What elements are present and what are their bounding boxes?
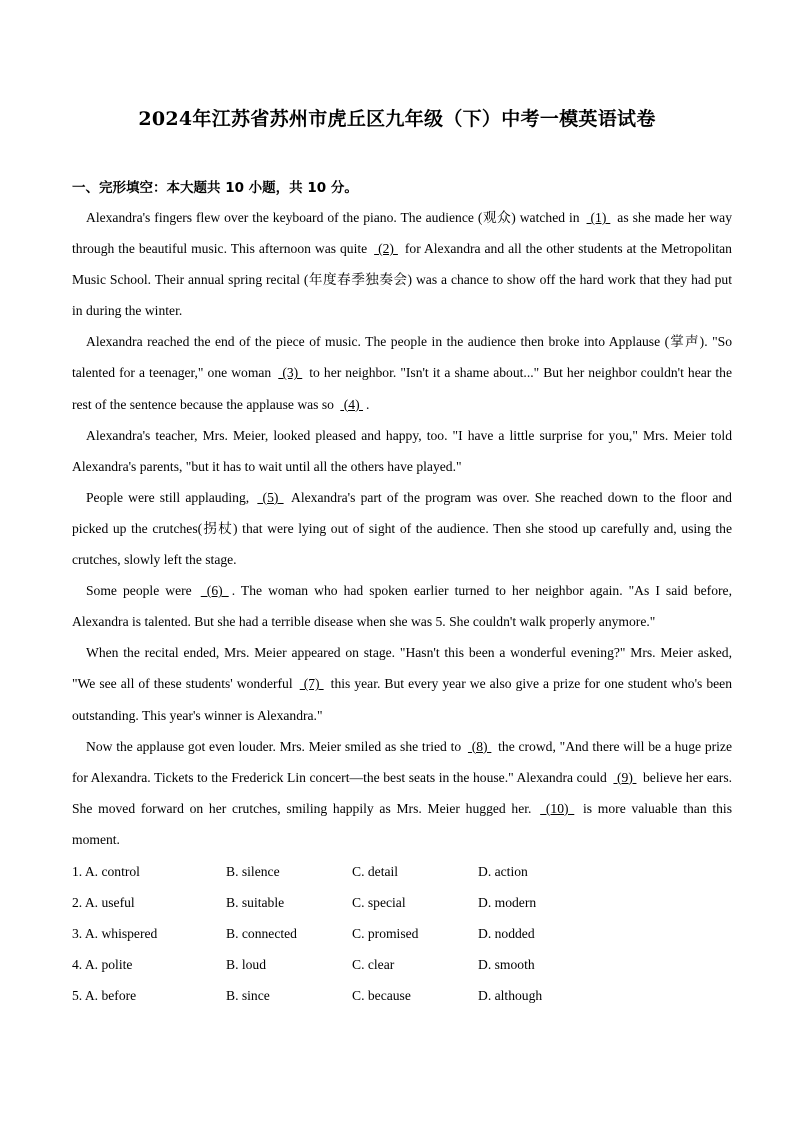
option-d: D. action [478, 864, 528, 879]
option-d: D. nodded [478, 926, 535, 942]
blank-2: (2) [374, 241, 398, 257]
option-a: 2. A. useful [72, 895, 135, 911]
blank-3: (3) [278, 365, 303, 381]
paragraph-text: Alexandra's teacher, Mrs. Meier, looked pleased and happy, too. "I have a little surprise for you," Mrs. Meier told Alexandra's parents, "but it has to wait until all the others have played." [72, 427, 732, 474]
paragraph-text: . [366, 396, 370, 412]
paragraph-6 [72, 637, 732, 730]
paragraph-text: for Alexandra and all the other students at the Metropolitan Music School. Their annual spring recital (年度春季独奏会) was a chance to show off the hard work that they had put in during the winter. [72, 241, 732, 319]
paragraph-text: People were still applauding, [86, 489, 250, 505]
paragraph-2 [72, 326, 732, 419]
section-heading-text: 一、完形填空：本大题共 10 小题，共 10 分。 [72, 180, 358, 196]
option-b: B. silence [226, 864, 280, 879]
paragraph-text: When the recital ended, Mrs. Meier appeared on stage. "Hasn't this been a wonderful evening?" Mrs. Meier asked, "We see all of these students' wonderful [72, 645, 732, 692]
paragraph-5 [72, 575, 732, 637]
paragraph-text: as she made her way through the beautiful music. This afternoon was quite [72, 210, 733, 257]
option-b: B. since [226, 988, 270, 1004]
option-a: 1. A. control [72, 864, 140, 879]
option-a: 3. A. whispered [72, 926, 158, 942]
cloze-passage [72, 202, 732, 855]
paragraph-4 [72, 482, 732, 575]
option-a: 5. A. before [72, 988, 137, 1004]
option-c: C. special [352, 895, 406, 911]
paragraph-3 [72, 420, 732, 482]
paragraph-text: Alexandra's fingers flew over the keyboard of the piano. The audience (观众) watched in [86, 210, 580, 225]
paragraph-7 [72, 731, 732, 855]
option-c: C. detail [352, 864, 399, 879]
paragraph-text: Alexandra's part of the program was over. She reached down to the floor and picked up the crutches(拐杖) that were lying out of sight of the audience. Then she stood up carefully and, using the crutches, slowly left the stage. [72, 489, 732, 568]
option-row [72, 949, 732, 980]
option-b: B. loud [226, 957, 267, 973]
answer-options [72, 856, 732, 1011]
option-row [72, 918, 732, 949]
blank-5: (5) [257, 489, 284, 505]
option-b: B. connected [226, 926, 297, 942]
paragraph-text: to her neighbor. "Isn't it a shame about..." But her neighbor couldn't hear the rest of the sentence because the applause was so [72, 365, 732, 412]
option-b: B. suitable [226, 895, 285, 911]
option-d: D. although [478, 988, 543, 1004]
option-row [72, 887, 732, 918]
paragraph-text: the crowd, "And there will be a huge prize for Alexandra. Tickets to the Frederick Lin concert—the best seats in the house." Alexandra could [72, 738, 732, 785]
option-a: 4. A. polite [72, 957, 133, 973]
paragraph-text: Some people were [86, 583, 192, 599]
option-row [72, 980, 732, 1011]
paragraph-text: Now the applause got even louder. Mrs. Meier smiled as she tried to [86, 738, 462, 754]
paragraph-text: believe her ears. She moved forward on her crutches, smiling happily as Mrs. Meier hugged her. [72, 769, 733, 816]
paragraph-text: is more valuable than this moment. [72, 800, 732, 847]
option-d: D. smooth [478, 957, 535, 973]
section-heading [72, 176, 358, 196]
paragraph-1 [72, 202, 732, 326]
blank-7: (7) [299, 676, 324, 692]
option-c: C. promised [352, 926, 419, 942]
blank-9: (9) [613, 769, 637, 785]
blank-4: (4) [340, 396, 364, 412]
option-row [72, 856, 732, 887]
option-c: C. because [352, 988, 411, 1004]
option-d: D. modern [478, 895, 537, 911]
blank-1: (1) [586, 210, 611, 225]
blank-8: (8) [467, 738, 492, 754]
exam-title: 2024年江苏省苏州市虎丘区九年级（下）中考一模英语试卷 [138, 108, 656, 130]
option-c: C. clear [352, 957, 395, 973]
blank-6: (6) [200, 583, 229, 599]
paragraph-text: Alexandra reached the end of the piece of music. The people in the audience then broke into Applause (掌声). "So talented for a teenager," one woman [72, 334, 732, 381]
blank-10: (10) [540, 800, 575, 816]
paragraph-text: . The woman who had spoken earlier turned to her neighbor again. "As I said before, Alexandra is talented. But she had a terrible disease when she was 5. She couldn't walk properly anymore." [72, 583, 732, 630]
paragraph-text: this year. But every year we also give a prize for one student who's been outstanding. This year's winner is Alexandra." [72, 676, 733, 723]
